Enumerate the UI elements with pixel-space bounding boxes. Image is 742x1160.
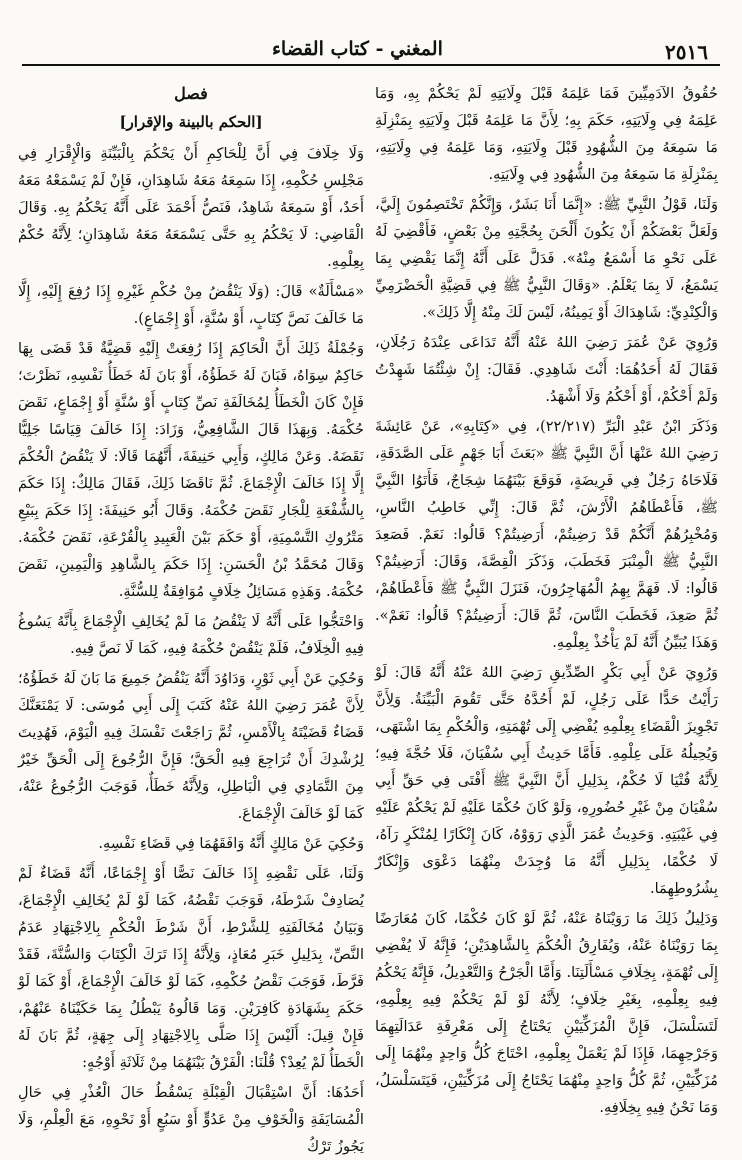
- paragraph: أَحَدُهَا: أَنَّ اسْتِقْبَالَ الْقِبْلَةِ يَسْقُطُ حَالَ الْعُذْرِ فِي حَالِ الْمُسَايَفَةِ وَالْخَوْفِ مِنْ عَدُوٍّ أَوْ سَبُعٍ أَوْ نَحْوِهِ، مَعَ الْعِلْمِ، وَلَا يَجُوزُ تَرْكُ: [18, 1084, 364, 1155]
- left-column: [18, 80, 364, 1155]
- paragraph: وَلَا خِلَافَ فِي أَنَّ لِلْحَاكِمِ أَنْ يَحْكُمَ بِالْبَيِّنَةِ وَالْإِقْرَارِ فِي مَجْلِسِ حُكْمِهِ، إِذَا سَمِعَهُ مَعَهُ شَاهِدَانِ، فَإِنْ لَمْ يَسْمَعْهُ مَعَهُ أَحَدٌ، أَوْ سَمِعَهُ شَاهِدٌ، فَنَصُّ أَحْمَدَ عَلَى أَنَّهُ يَحْكُمُ بِهِ. وَقَالَ الْقَاضِي: لَا يَحْكُمُ بِهِ حَتَّى يَسْمَعَهُ مَعَهُ شَاهِدَانِ؛ لِأَنَّهُ حُكْمٌ بِعِلْمِهِ.: [18, 145, 364, 270]
- header-rule: [22, 64, 720, 66]
- paragraph: وَدَلِيلُ ذَلِكَ مَا رَوَيْنَاهُ عَنْهُ، ثُمَّ لَوْ كَانَ حُكْمًا، كَانَ مُعَارَضًا بِمَا رَوَيْنَاهُ عَنْهُ، وَيُفَارِقُ الْحُكْمَ بِالشَّاهِدَيْنِ؛ فَإِنَّهُ لَا يُفْضِي إِلَى تُهْمَةٍ، بِخِلَافِ مَسْأَلَتِنَا. وَأَمَّا الْجَرْحُ وَالتَّعْدِيلُ، فَإِنَّهُ يَحْكُمُ فِيهِ بِعِلْمِهِ، بِغَيْرِ خِلَافٍ؛ لِأَنَّهُ لَوْ لَمْ يَحْكُمْ فِيهِ بِعِلْمِهِ، لَتَسَلْسَلَ، فَإِنَّ الْمُزَكِّيَيْنِ يَحْتَاجُ إِلَى مَعْرِفَةِ عَدَالَتِهِمَا وَجَرْحِهِمَا، فَإِذَا لَمْ يَعْمَلْ بِعِلْمِهِ، احْتَاجَ كُلُّ وَاحِدٍ مِنْهُمَا إِلَى مُزَكِّيَيْنِ، ثُمَّ كُلُّ وَاحِدٍ مِنْهُمَا يَحْتَاجُ إِلَى مُزَكِّيَيْنِ، فَيَتَسَلْسَلُ، وَمَا نَحْنُ فِيهِ بِخِلَافِهِ.: [375, 910, 718, 1116]
- paragraph: وَرُوِيَ عَنْ عُمَرَ رَضِيَ اللهُ عَنْهُ أَنَّهُ تَدَاعَى عِنْدَهُ رَجُلَانِ، فَقَالَ لَهُ أَحَدُهُمَا: أَنْتَ شَاهِدِي. فَقَالَ: إِنْ شِئْتُمَا شَهِدْتُ وَلَمْ أَحْكُمْ، أَوْ أَحْكُمُ وَلَا أَشْهَدُ.: [375, 334, 718, 405]
- paragraph: وَلَنَا، عَلَى نَقْضِهِ إِذَا خَالَفَ نَصًّا أَوْ إِجْمَاعًا، أَنَّهُ قَضَاءٌ لَمْ يُصَادِفْ شَرْطَهُ، فَوَجَبَ نَقْضُهُ، كَمَا لَوْ لَمْ يُخَالِفِ الْإِجْمَاعَ، وَبَيَانُ مُخَالَفَتِهِ لِلشَّرْطِ، أَنَّ شَرْطَ الْحُكْمِ بِالِاجْتِهَادِ عَدَمُ النَّصِّ، بِدَلِيلِ خَبَرِ مُعَاذٍ، وَلِأَنَّهُ إِذَا تَرَكَ الْكِتَابَ وَالسُّنَّةَ، فَقَدْ فَرَّطَ، فَوَجَبَ نَقْضُ حُكْمِهِ، كَمَا لَوْ خَالَفَ الْإِجْمَاعَ، أَوْ كَمَا لَوْ حَكَمَ بِشَهَادَةِ كَافِرَيْنِ. وَمَا قَالُوهُ يَبْطُلُ بِمَا حَكَيْنَاهُ عَنْهُمْ، فَإِنْ قِيلَ: أَلَيْسَ إِذَا صَلَّى بِالِاجْتِهَادِ إِلَى جِهَةٍ، ثُمَّ بَانَ لَهُ الْخَطَأُ لَمْ يُعِدْ؟ قُلْنَا: الْفَرْقُ بَيْنَهُمَا مِنْ ثَلَاثَةِ أَوْجُهٍ:: [18, 865, 364, 1071]
- paragraph: وَلَنَا، قَوْلُ النَّبِيِّ ﷺ: «إِنَّمَا أَنَا بَشَرٌ، وَإِنَّكُمْ تَخْتَصِمُونَ إِلَيَّ، وَلَعَلَّ بَعْضَكُمْ أَنْ يَكُونَ أَلْحَنَ بِحُجَّتِهِ مِنْ بَعْضٍ، فَأَقْضِيَ لَهُ عَلَى نَحْوِ مَا أَسْمَعُ مِنْهُ». فَدَلَّ عَلَى أَنَّهُ إِنَّمَا يَقْضِي بِمَا يَسْمَعُ، لَا بِمَا يَعْلَمُ. «وَقَالَ النَّبِيُّ ﷺ فِي قَضِيَّةِ الْحَضْرَمِيِّ وَالْكِنْدِيِّ: شَاهِدَاكَ أَوْ يَمِينُهُ، لَيْسَ لَكَ مِنْهُ إِلَّا ذَلِكَ».: [375, 196, 718, 321]
- paragraph: وَجُمْلَةُ ذَلِكَ أَنَّ الْحَاكِمَ إِذَا رُفِعَتْ إِلَيْهِ قَضِيَّةٌ قَدْ قَضَى بِهَا حَاكِمٌ سِوَاهُ، فَبَانَ لَهُ خَطَؤُهُ، أَوْ بَانَ لَهُ خَطَأُ نَفْسِهِ، نَظَرْتَ؛ فَإِنْ كَانَ الْخَطَأُ لِمُخَالَفَةِ نَصِّ كِتَابٍ أَوْ سُنَّةٍ أَوْ إِجْمَاعٍ، نَقَضَ حُكْمَهُ. وَبِهَذَا قَالَ الشَّافِعِيُّ، وَزَادَ: إِذَا خَالَفَ قِيَاسًا جَلِيًّا نَقَضَهُ. وَعَنْ مَالِكٍ، وَأَبِي حَنِيفَةَ، أَنَّهُمَا قَالَا: لَا يَنْقُضُ الْحُكْمَ إِلَّا إِذَا خَالَفَ الْإِجْمَاعَ. ثُمَّ نَاقَضَا ذَلِكَ، فَقَالَ مَالِكٌ: إِذَا حَكَمَ بِالشُّفْعَةِ لِلْجَارِ نَقَضَ حُكْمَهُ. وَقَالَ أَبُو حَنِيفَةَ: إِذَا حَكَمَ بِبَيْعِ مَتْرُوكِ التَّسْمِيَةِ، أَوْ حَكَمَ بَيْنَ الْعَبِيدِ بِالْقُرْعَةِ، نَقَضَ حُكْمَهُ. وَقَالَ مُحَمَّدُ بْنُ الْحَسَنِ: إِذَا حَكَمَ بِالشَّاهِدِ وَالْيَمِينِ، نَقَضَ حُكْمَهُ. وَهَذِهِ مَسَائِلُ خِلَافٍ مُوَافِقَةٌ لِلسُّنَّةِ.: [18, 340, 364, 600]
- running-title: المغني - كتاب القضاء: [272, 38, 443, 60]
- section-title: فصل: [174, 84, 208, 103]
- paragraph: وَحُكِيَ عَنْ أَبِي ثَوْرٍ، وَدَاوُدَ أَنَّهُ يَنْقُضُ جَمِيعَ مَا بَانَ لَهُ خَطَؤُهُ؛ لِأَنَّ عُمَرَ رَضِيَ اللهُ عَنْهُ كَتَبَ إِلَى أَبِي مُوسَى: لَا يَمْنَعَنَّكَ قَضَاءٌ قَضَيْتَهُ بِالْأَمْسِ، ثُمَّ رَاجَعْتَ نَفْسَكَ فِيهِ الْيَوْمَ، فَهُدِيتَ لِرُشْدِكَ أَنْ تُرَاجِعَ فِيهِ الْحَقَّ؛ فَإِنَّ الرُّجُوعَ إِلَى الْحَقِّ خَيْرٌ مِنَ التَّمَادِي فِي الْبَاطِلِ، وَلِأَنَّهُ خَطَأٌ، فَوَجَبَ الرُّجُوعُ عَنْهُ، كَمَا لَوْ خَالَفَ الْإِجْمَاعَ.: [18, 670, 364, 822]
- right-column: [375, 80, 718, 1116]
- page-header: [22, 30, 720, 64]
- section-subtitle: [الحكم بالبينة والإقرار]: [119, 113, 263, 131]
- paragraph: وَرُوِيَ عَنْ أَبِي بَكْرٍ الصِّدِّيقِ رَضِيَ اللهُ عَنْهُ أَنَّهُ قَالَ: لَوْ رَأَيْتُ حَدًّا عَلَى رَجُلٍ، لَمْ أَحُدَّهُ حَتَّى تَقُومَ الْبَيِّنَةُ. وَلِأَنَّ تَجْوِيزَ الْقَضَاءِ بِعِلْمِهِ يُفْضِي إِلَى تُهْمَتِهِ، وَالْحُكْمِ بِمَا اشْتَهَى، وَيُحِيلُهُ عَلَى عِلْمِهِ. فَأَمَّا حَدِيثُ أَبِي سُفْيَانَ، فَلَا حُجَّةَ فِيهِ؛ لِأَنَّهُ فُتْيَا لَا حُكْمٌ، بِدَلِيلِ أَنَّ النَّبِيَّ ﷺ أَفْتَى فِي حَقِّ أَبِي سُفْيَانَ مِنْ غَيْرِ حُضُورِهِ، وَلَوْ كَانَ حُكْمًا عَلَيْهِ لَمْ يَحْكُمْ عَلَيْهِ فِي غَيْبَتِهِ. وَحَدِيثُ عُمَرَ الَّذِي رَوَوْهُ، كَانَ إِنْكَارًا لِمُنْكَرٍ رَآهُ، لَا حُكْمًا، بِدَلِيلِ أَنَّهُ مَا وُجِدَتْ مِنْهُمَا دَعْوَى وَإِنْكَارٌ بِشُرُوطِهِمَا.: [375, 664, 718, 897]
- page-number: ٢٥١٦: [665, 40, 708, 64]
- paragraph: وَاحْتَجُّوا عَلَى أَنَّهُ لَا يَنْقُضُ مَا لَمْ يُخَالِفِ الْإِجْمَاعَ بِأَنَّهُ يَسُوغُ فِيهِ الْخِلَافُ، فَلَمْ يَنْقُضْ حُكْمَهُ فِيهِ، كَمَا لَا نَصَّ فِيهِ.: [18, 613, 364, 657]
- paragraph: حُقُوقُ الآدَمِيِّينَ فَمَا عَلِمَهُ قَبْلَ وِلَايَتِهِ لَمْ يَحْكُمْ بِهِ، وَمَا عَلِمَهُ فِي وِلَايَتِهِ، حَكَمَ بِهِ؛ لِأَنَّ مَا عَلِمَهُ قَبْلَ وِلَايَتِهِ بِمَنْزِلَةِ مَا سَمِعَهُ مِنَ الشُّهُودِ قَبْلَ وِلَايَتِهِ، وَمَا عَلِمَهُ فِي وِلَايَتِهِ، بِمَنْزِلَةِ مَا سَمِعَهُ مِنَ الشُّهُودِ فِي وِلَايَتِهِ.: [375, 85, 718, 183]
- paragraph: «مَسْأَلَةٌ» قَالَ: (وَلَا يَنْقُضُ مِنْ حُكْمِ غَيْرِهِ إِذَا رُفِعَ إِلَيْهِ، إِلَّا مَا خَالَفَ نَصَّ كِتَابٍ، أَوْ سُنَّةٍ، أَوْ إِجْمَاعٍ).: [18, 283, 364, 327]
- paragraph: وَحُكِيَ عَنْ مَالِكٍ أَنَّهُ وَافَقَهُمَا فِي قَضَاءِ نَفْسِهِ.: [98, 835, 364, 852]
- paragraph: وَذَكَرَ ابْنُ عَبْدِ الْبَرِّ (٢٢/٢١٧)، فِي «كِتَابِهِ»، عَنْ عَائِشَةَ رَضِيَ اللهُ عَنْهَا أَنَّ النَّبِيَّ ﷺ «بَعَثَ أَبَا جَهْمٍ عَلَى الصَّدَقَةِ، فَلَاحَاهُ رَجُلٌ فِي فَرِيضَةٍ، فَوَقَعَ بَيْنَهُمَا شِجَاجٌ، فَأَتَوُا النَّبِيَّ ﷺ، فَأَعْطَاهُمُ الْأَرْشَ، ثُمَّ قَالَ: إِنِّي خَاطِبُ النَّاسِ، وَمُخْبِرُهُمْ أَنَّكُمْ قَدْ رَضِيتُمْ، أَرَضِيتُمْ؟ قَالُوا: نَعَمْ. فَصَعِدَ النَّبِيُّ ﷺ الْمِنْبَرَ فَخَطَبَ، وَذَكَرَ الْقِصَّةَ، وَقَالَ: أَرَضِيتُمْ؟ قَالُوا: لَا. فَهَمَّ بِهِمُ الْمُهَاجِرُونَ، فَنَزَلَ النَّبِيُّ ﷺ فَأَعْطَاهُمْ، ثُمَّ صَعِدَ، فَخَطَبَ النَّاسَ، ثُمَّ قَالَ: أَرَضِيتُمْ؟ قَالُوا: نَعَمْ». وَهَذَا يُبَيِّنُ أَنَّهُ لَمْ يَأْخُذْ بِعِلْمِهِ.: [375, 418, 718, 651]
